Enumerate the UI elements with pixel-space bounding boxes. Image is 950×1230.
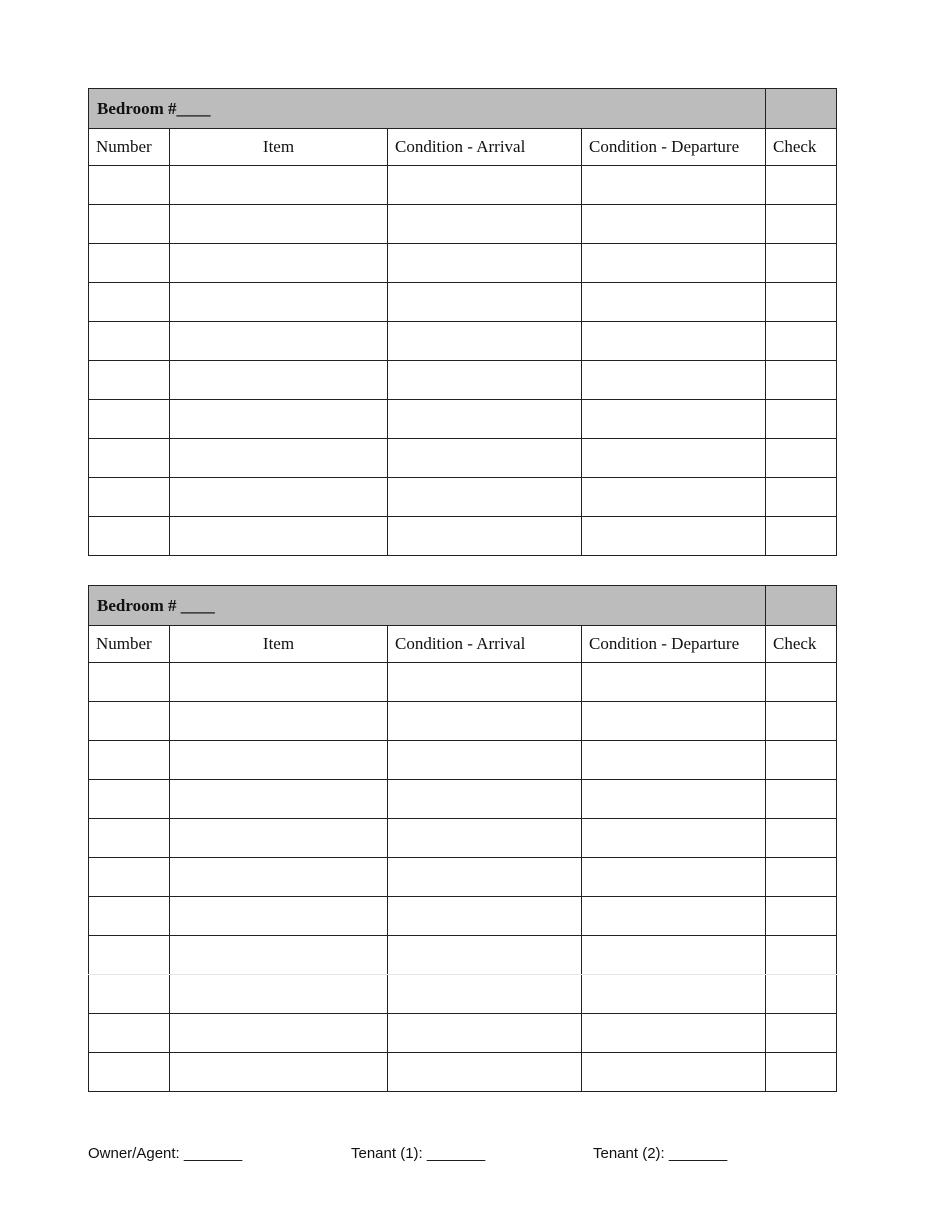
arrival-cell[interactable] [388,702,582,741]
item-cell[interactable] [170,439,388,478]
table-row [89,780,837,819]
item-cell[interactable] [170,819,388,858]
item-cell[interactable] [170,244,388,283]
departure-cell[interactable] [582,283,766,322]
header-condition-arrival: Condition - Arrival [388,626,582,663]
item-cell[interactable] [170,975,388,1014]
header-condition-departure: Condition - Departure [582,626,766,663]
item-cell[interactable] [170,663,388,702]
item-cell[interactable] [170,936,388,975]
item-cell[interactable] [170,1053,388,1092]
table-row [89,702,837,741]
table-row [89,283,837,322]
item-cell[interactable] [170,517,388,556]
arrival-cell[interactable] [388,439,582,478]
table-row [89,1014,837,1053]
item-cell[interactable] [170,741,388,780]
arrival-cell[interactable] [388,741,582,780]
departure-cell[interactable] [582,897,766,936]
header-check: Check [766,626,837,663]
header-item: Item [170,129,388,166]
check-cell[interactable] [766,975,837,1014]
tenant-2-signature[interactable]: Tenant (2): _______ [593,1145,728,1162]
table-row [89,361,837,400]
departure-cell[interactable] [582,439,766,478]
item-cell[interactable] [170,322,388,361]
departure-cell[interactable] [582,858,766,897]
number-cell[interactable] [89,244,170,283]
check-cell[interactable] [766,439,837,478]
number-cell[interactable] [89,819,170,858]
item-cell[interactable] [170,702,388,741]
item-cell[interactable] [170,1014,388,1053]
table-1-header-row [89,129,837,166]
departure-cell[interactable] [582,741,766,780]
item-cell[interactable] [170,780,388,819]
departure-cell[interactable] [582,244,766,283]
item-cell[interactable] [170,400,388,439]
header-number: Number [89,626,170,663]
item-cell[interactable] [170,858,388,897]
number-cell[interactable] [89,897,170,936]
check-cell[interactable] [766,361,837,400]
arrival-cell[interactable] [388,663,582,702]
number-cell[interactable] [89,936,170,975]
departure-cell[interactable] [582,166,766,205]
arrival-cell[interactable] [388,858,582,897]
bedroom-title: Bedroom #____ [89,89,766,129]
check-cell[interactable] [766,322,837,361]
check-cell[interactable] [766,517,837,556]
table-row [89,517,837,556]
departure-cell[interactable] [582,663,766,702]
table-1-title-row [89,89,837,129]
departure-cell[interactable] [582,819,766,858]
number-cell[interactable] [89,663,170,702]
check-cell[interactable] [766,897,837,936]
arrival-cell[interactable] [388,361,582,400]
table-row [89,400,837,439]
arrival-cell[interactable] [388,936,582,975]
table-row [89,897,837,936]
table-row [89,166,837,205]
check-cell[interactable] [766,478,837,517]
table-2-header-row [89,626,837,663]
departure-cell[interactable] [582,205,766,244]
arrival-cell[interactable] [388,166,582,205]
table-2-title-row [89,586,837,626]
departure-cell[interactable] [582,478,766,517]
departure-cell[interactable] [582,517,766,556]
table-row [89,244,837,283]
table-row [89,1053,837,1092]
departure-cell[interactable] [582,1014,766,1053]
item-cell[interactable] [170,166,388,205]
table-row [89,663,837,702]
departure-cell[interactable] [582,1053,766,1092]
number-cell[interactable] [89,741,170,780]
bedroom-title: Bedroom # ____ [89,586,766,626]
check-cell[interactable] [766,741,837,780]
bedroom-table-2 [88,585,837,1092]
title-check-cell [766,586,837,626]
check-cell[interactable] [766,663,837,702]
bedroom-table-1 [88,88,837,556]
tenant-1-signature[interactable]: Tenant (1): _______ [351,1145,486,1162]
title-check-cell [766,89,837,129]
number-cell[interactable] [89,702,170,741]
arrival-cell[interactable] [388,283,582,322]
check-cell[interactable] [766,1053,837,1092]
departure-cell[interactable] [582,975,766,1014]
arrival-cell[interactable] [388,244,582,283]
number-cell[interactable] [89,478,170,517]
number-cell[interactable] [89,166,170,205]
item-cell[interactable] [170,283,388,322]
number-cell[interactable] [89,322,170,361]
header-item: Item [170,626,388,663]
table-row [89,478,837,517]
table-2-body [89,586,837,1092]
arrival-cell[interactable] [388,1053,582,1092]
number-cell[interactable] [89,975,170,1014]
arrival-cell[interactable] [388,478,582,517]
check-cell[interactable] [766,400,837,439]
check-cell[interactable] [766,283,837,322]
table-row [89,322,837,361]
item-cell[interactable] [170,478,388,517]
check-cell[interactable] [766,936,837,975]
number-cell[interactable] [89,1053,170,1092]
check-cell[interactable] [766,858,837,897]
number-cell[interactable] [89,283,170,322]
arrival-cell[interactable] [388,819,582,858]
departure-cell[interactable] [582,780,766,819]
table-row [89,858,837,897]
table-row [89,975,837,1014]
table-row [89,936,837,975]
check-cell[interactable] [766,166,837,205]
item-cell[interactable] [170,361,388,400]
check-cell[interactable] [766,702,837,741]
departure-cell[interactable] [582,361,766,400]
arrival-cell[interactable] [388,1014,582,1053]
arrival-cell[interactable] [388,780,582,819]
item-cell[interactable] [170,205,388,244]
check-cell[interactable] [766,819,837,858]
departure-cell[interactable] [582,322,766,361]
departure-cell[interactable] [582,936,766,975]
number-cell[interactable] [89,517,170,556]
number-cell[interactable] [89,400,170,439]
check-cell[interactable] [766,205,837,244]
arrival-cell[interactable] [388,205,582,244]
number-cell[interactable] [89,780,170,819]
number-cell[interactable] [89,205,170,244]
header-condition-arrival: Condition - Arrival [388,129,582,166]
table-row [89,819,837,858]
table-1-body [89,89,837,556]
check-cell[interactable] [766,244,837,283]
arrival-cell[interactable] [388,322,582,361]
table-row [89,741,837,780]
owner-agent-signature[interactable]: Owner/Agent: _______ [88,1145,243,1162]
departure-cell[interactable] [582,400,766,439]
arrival-cell[interactable] [388,975,582,1014]
header-condition-departure: Condition - Departure [582,129,766,166]
check-cell[interactable] [766,780,837,819]
header-check: Check [766,129,837,166]
number-cell[interactable] [89,858,170,897]
number-cell[interactable] [89,439,170,478]
arrival-cell[interactable] [388,400,582,439]
table-row [89,205,837,244]
arrival-cell[interactable] [388,517,582,556]
item-cell[interactable] [170,897,388,936]
departure-cell[interactable] [582,702,766,741]
arrival-cell[interactable] [388,897,582,936]
number-cell[interactable] [89,361,170,400]
check-cell[interactable] [766,1014,837,1053]
header-number: Number [89,129,170,166]
number-cell[interactable] [89,1014,170,1053]
table-row [89,439,837,478]
